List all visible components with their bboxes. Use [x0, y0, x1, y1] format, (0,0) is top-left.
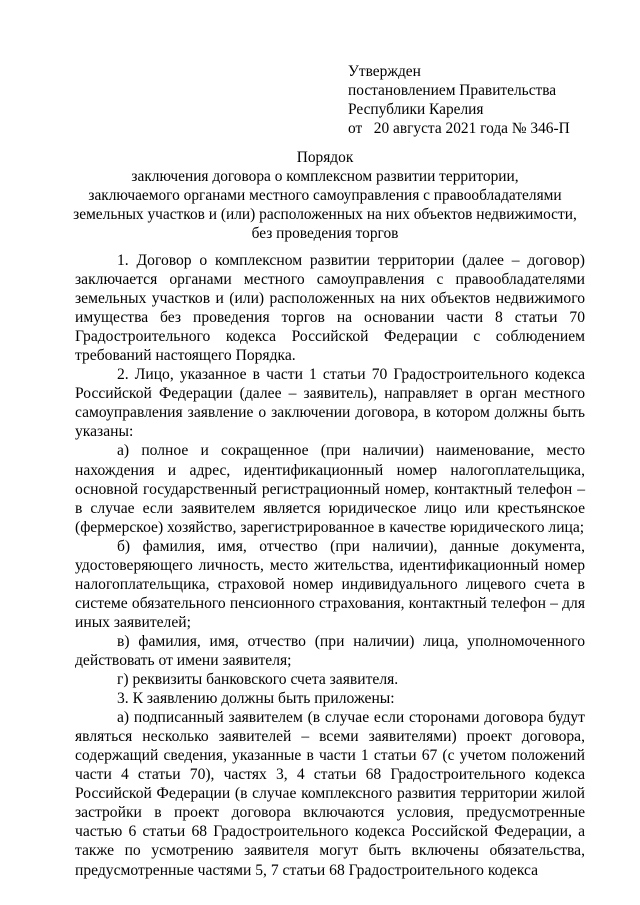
approval-line: Республики Карелия [348, 101, 484, 118]
paragraph-2b: б) фамилия, имя, отчество (при наличии), данные документа, удостоверяющего личность, место жительства, идентификационный номер налогоплательщика, страховой номер индивидуального лицевого счета в системе обязательного пенсионного страхования, контактный телефон – для иных заявителей; [75, 537, 585, 631]
title-heading: Порядок [296, 149, 354, 166]
approval-stamp [348, 62, 628, 138]
approval-line: постановлением Правительства [348, 82, 557, 99]
title-line: заключаемого органами местного самоуправления с правообладателями [88, 187, 562, 204]
paragraph-1: 1. Договор о комплексном развитии территории (далее – договор) заключается органами местного самоуправления с правообладателями земельных участков и (или) расположенных на них объектов недвижимого имущества без проведения торгов на основании части 8 статьи 70 Градостроительного кодекса Российской Федерации с соблюдением требований настоящего Порядка. [75, 252, 585, 365]
paragraph-3a: а) подписанный заявителем (в случае если сторонами договора будут являться несколько заявителей – всеми заявителями) проект договора, содержащий сведения, указанные в части 1 статьи 67 (с учетом положений части 4 статьи 70), частях 3, 4 статьи 68 Градостроительного кодекса Российской Федерации (в случае комплексного развития территории жилой застройки в проект договора включаются условия, предусмотренные частью 6 статьи 68 Градостроительного кодекса Российской Федерации, а также по усмотрению заявителя могут быть включены обязательства, предусмотренные частями 5, 7 статьи 68 Градостроительного кодекса [75, 709, 585, 879]
paragraph-2c: в) фамилия, имя, отчество (при наличии) лица, уполномоченного действовать от имени заявителя; [75, 632, 585, 669]
title-line: без проведения торгов [251, 225, 399, 242]
approval-date-line: от 20 августа 2021 года № 346-П [348, 120, 570, 137]
title-line: заключения договора о комплексном развитии территории, [131, 168, 519, 185]
paragraph-3: 3. К заявлению должны быть приложены: [117, 690, 395, 708]
title-line: земельных участков и (или) расположенных на них объектов недвижимости, [73, 206, 577, 223]
paragraph-2: 2. Лицо, указанное в части 1 статьи 70 Градостроительного кодекса Российской Федерации (далее – заявитель), направляет в орган местного самоуправления заявление о заключении договора, в котором должны быть указаны: [75, 366, 585, 441]
document-body [75, 251, 585, 880]
document-title [60, 148, 590, 243]
approval-line: Утвержден [348, 63, 421, 80]
paragraph-2a: а) полное и сокращенное (при наличии) наименование, место нахождения и адрес, идентификационный номер налогоплательщика, основной государственный регистрационный номер, контактный телефон – в случае если заявителем является юридическое лицо или крестьянское (фермерское) хозяйство, зарегистрированное в качестве юридического лица; [75, 442, 585, 536]
paragraph-2d: г) реквизиты банковского счета заявителя. [117, 671, 399, 689]
